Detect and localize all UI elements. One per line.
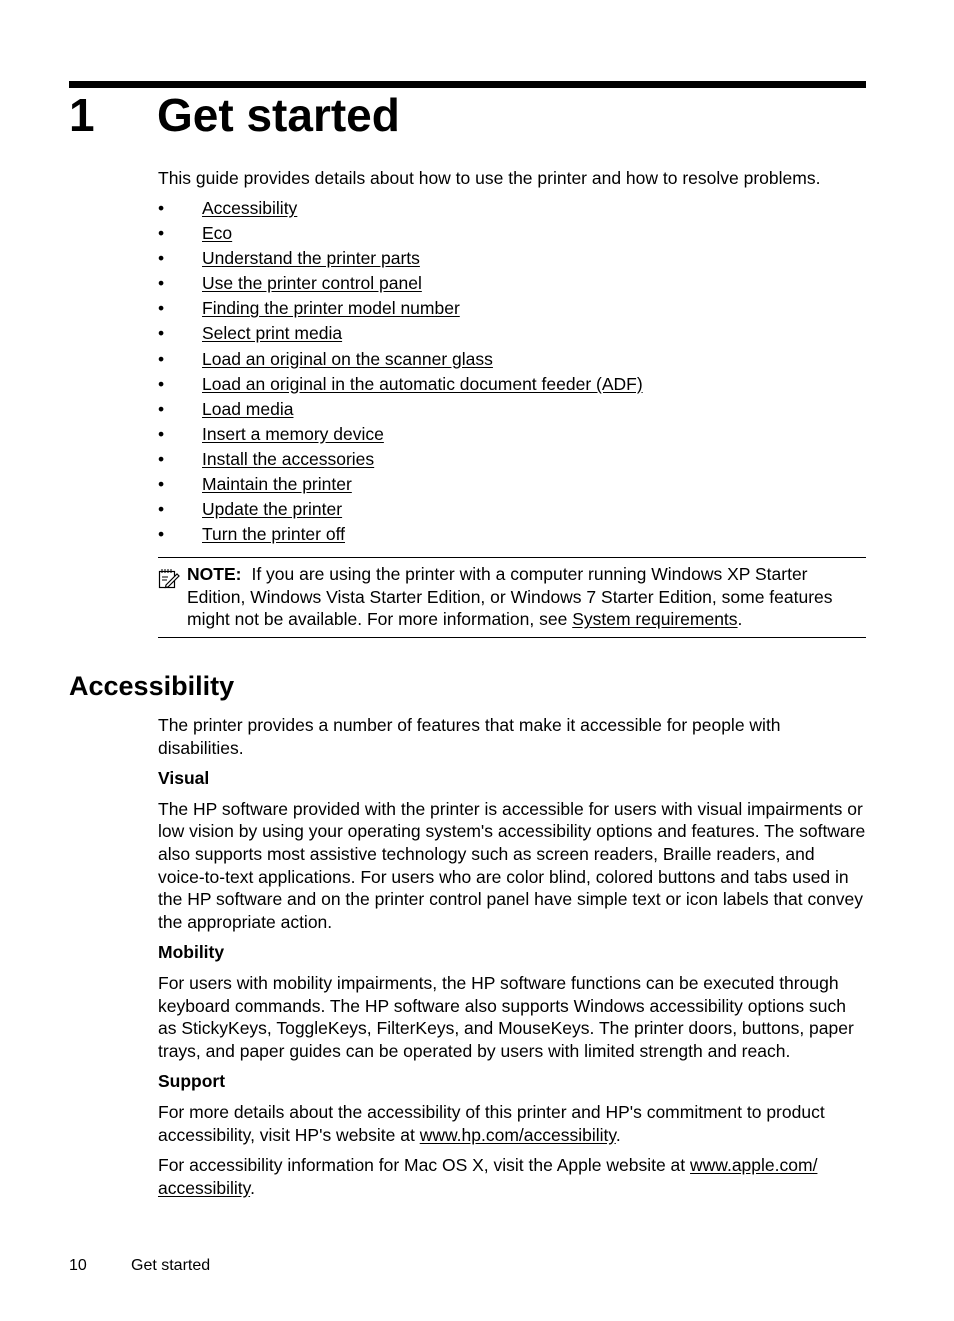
bullet: •: [158, 423, 165, 444]
accessibility-intro: The printer provides a number of features that make it accessible for people with disabilities.: [158, 715, 781, 758]
system-requirements-link[interactable]: System requirements: [572, 609, 738, 630]
subheading-support: Support: [158, 1071, 226, 1092]
toc-link-eco[interactable]: Eco: [202, 223, 233, 244]
toc-item: [158, 222, 643, 247]
support-text-apple: [158, 1154, 866, 1199]
bullet: •: [158, 398, 165, 419]
bullet: •: [158, 474, 165, 495]
support-apple-before: For accessibility information for Mac OS X, visit the Apple website at: [158, 1155, 691, 1176]
toc-item: [158, 247, 643, 272]
bullet: •: [158, 524, 165, 545]
chapter-number: 1: [69, 89, 95, 141]
toc-item: [158, 398, 643, 423]
support-text-hp: [158, 1101, 866, 1146]
chapter-title: Get started: [157, 89, 400, 141]
footer-section-title: Get started: [131, 1257, 211, 1274]
toc-link-adf[interactable]: Load an original in the automatic document feeder (ADF): [202, 373, 643, 394]
toc-link-scanner-glass[interactable]: Load an original on the scanner glass: [202, 348, 493, 369]
note-label: NOTE:: [187, 564, 242, 584]
toc-link-model-number[interactable]: Finding the printer model number: [202, 298, 460, 319]
toc-item: [158, 423, 643, 448]
toc-item: [158, 373, 643, 398]
bullet: •: [158, 273, 165, 294]
bullet: •: [158, 499, 165, 520]
toc-item: [158, 448, 643, 473]
toc-link-accessories[interactable]: Install the accessories: [202, 448, 375, 469]
toc-item: [158, 498, 643, 523]
toc-link-printer-parts[interactable]: Understand the printer parts: [202, 248, 420, 269]
toc-item: [158, 348, 643, 373]
apple-accessibility-link[interactable]: www.apple.com/ accessibility: [158, 1155, 818, 1198]
toc-item: [158, 297, 643, 322]
mobility-text: For users with mobility impairments, the HP software functions can be executed through keyboard commands. The HP software also supports Windows accessibility options such as StickyKeys, ToggleKeys, FilterKeys, and MouseKeys. The printer doors, buttons, paper trays, and paper guides can be operated by users with limited strength and reach.: [158, 972, 854, 1061]
support-apple-after: .: [250, 1177, 255, 1198]
bullet: •: [158, 223, 165, 244]
toc-item: [158, 523, 643, 548]
chapter-toc-list: [158, 197, 643, 548]
toc-link-maintain[interactable]: Maintain the printer: [202, 474, 352, 495]
toc-item: [158, 272, 643, 297]
intro-text: This guide provides details about how to use the printer and how to resolve problems.: [158, 168, 821, 188]
page-footer: [69, 1256, 210, 1276]
note-pencil-icon: [158, 567, 180, 589]
toc-link-accessibility[interactable]: Accessibility: [202, 198, 298, 218]
bullet: •: [158, 248, 165, 269]
page-number: 10: [69, 1257, 87, 1274]
chapter-top-rule: [69, 81, 866, 88]
hp-accessibility-link[interactable]: www.hp.com/accessibility: [419, 1124, 616, 1145]
toc-link-update[interactable]: Update the printer: [202, 499, 343, 520]
toc-link-control-panel[interactable]: Use the printer control panel: [202, 273, 422, 294]
toc-link-load-media[interactable]: Load media: [202, 398, 294, 419]
section-heading-accessibility: Accessibility: [69, 671, 235, 701]
note-period: .: [737, 609, 743, 630]
note-box: [158, 557, 866, 638]
subheading-mobility: Mobility: [158, 942, 225, 963]
note-body: If you are using the printer with a computer running Windows XP Starter Edition, Windows Vista Starter Edition, or Windows 7 Starter Edition, some features might not be available. For more information, see: [187, 564, 833, 630]
toc-item: [158, 197, 643, 222]
bullet: •: [158, 373, 165, 394]
bullet: •: [158, 448, 165, 469]
toc-link-turn-off[interactable]: Turn the printer off: [202, 524, 345, 545]
note-text: [187, 563, 867, 631]
subheading-visual: Visual: [158, 768, 210, 789]
chapter-heading: [69, 88, 400, 142]
accessibility-section: [158, 714, 866, 1207]
toc-item: [158, 322, 643, 347]
bullet: •: [158, 198, 165, 218]
bullet: •: [158, 323, 165, 344]
toc-item: [158, 473, 643, 498]
toc-link-memory-device[interactable]: Insert a memory device: [202, 423, 384, 444]
intro-paragraph: [158, 167, 866, 190]
bullet: •: [158, 298, 165, 319]
visual-text: The HP software provided with the printer is accessible for users with visual impairments or low vision by using your operating system's accessibility options and features. The software also supports most assistive technology such as screen readers, Braille readers, and voice-to-text applications. For users who are color blind, colored buttons and tabs used in the HP software and on the printer control panel have simple text or icon labels that convey the appropriate action.: [158, 798, 866, 932]
support-hp-before: For more details about the accessibility of this printer and HP's commitment to product accessibility, visit HP's website at: [158, 1101, 825, 1145]
support-hp-after: .: [615, 1124, 621, 1145]
toc-link-print-media[interactable]: Select print media: [202, 323, 343, 344]
bullet: •: [158, 348, 165, 369]
